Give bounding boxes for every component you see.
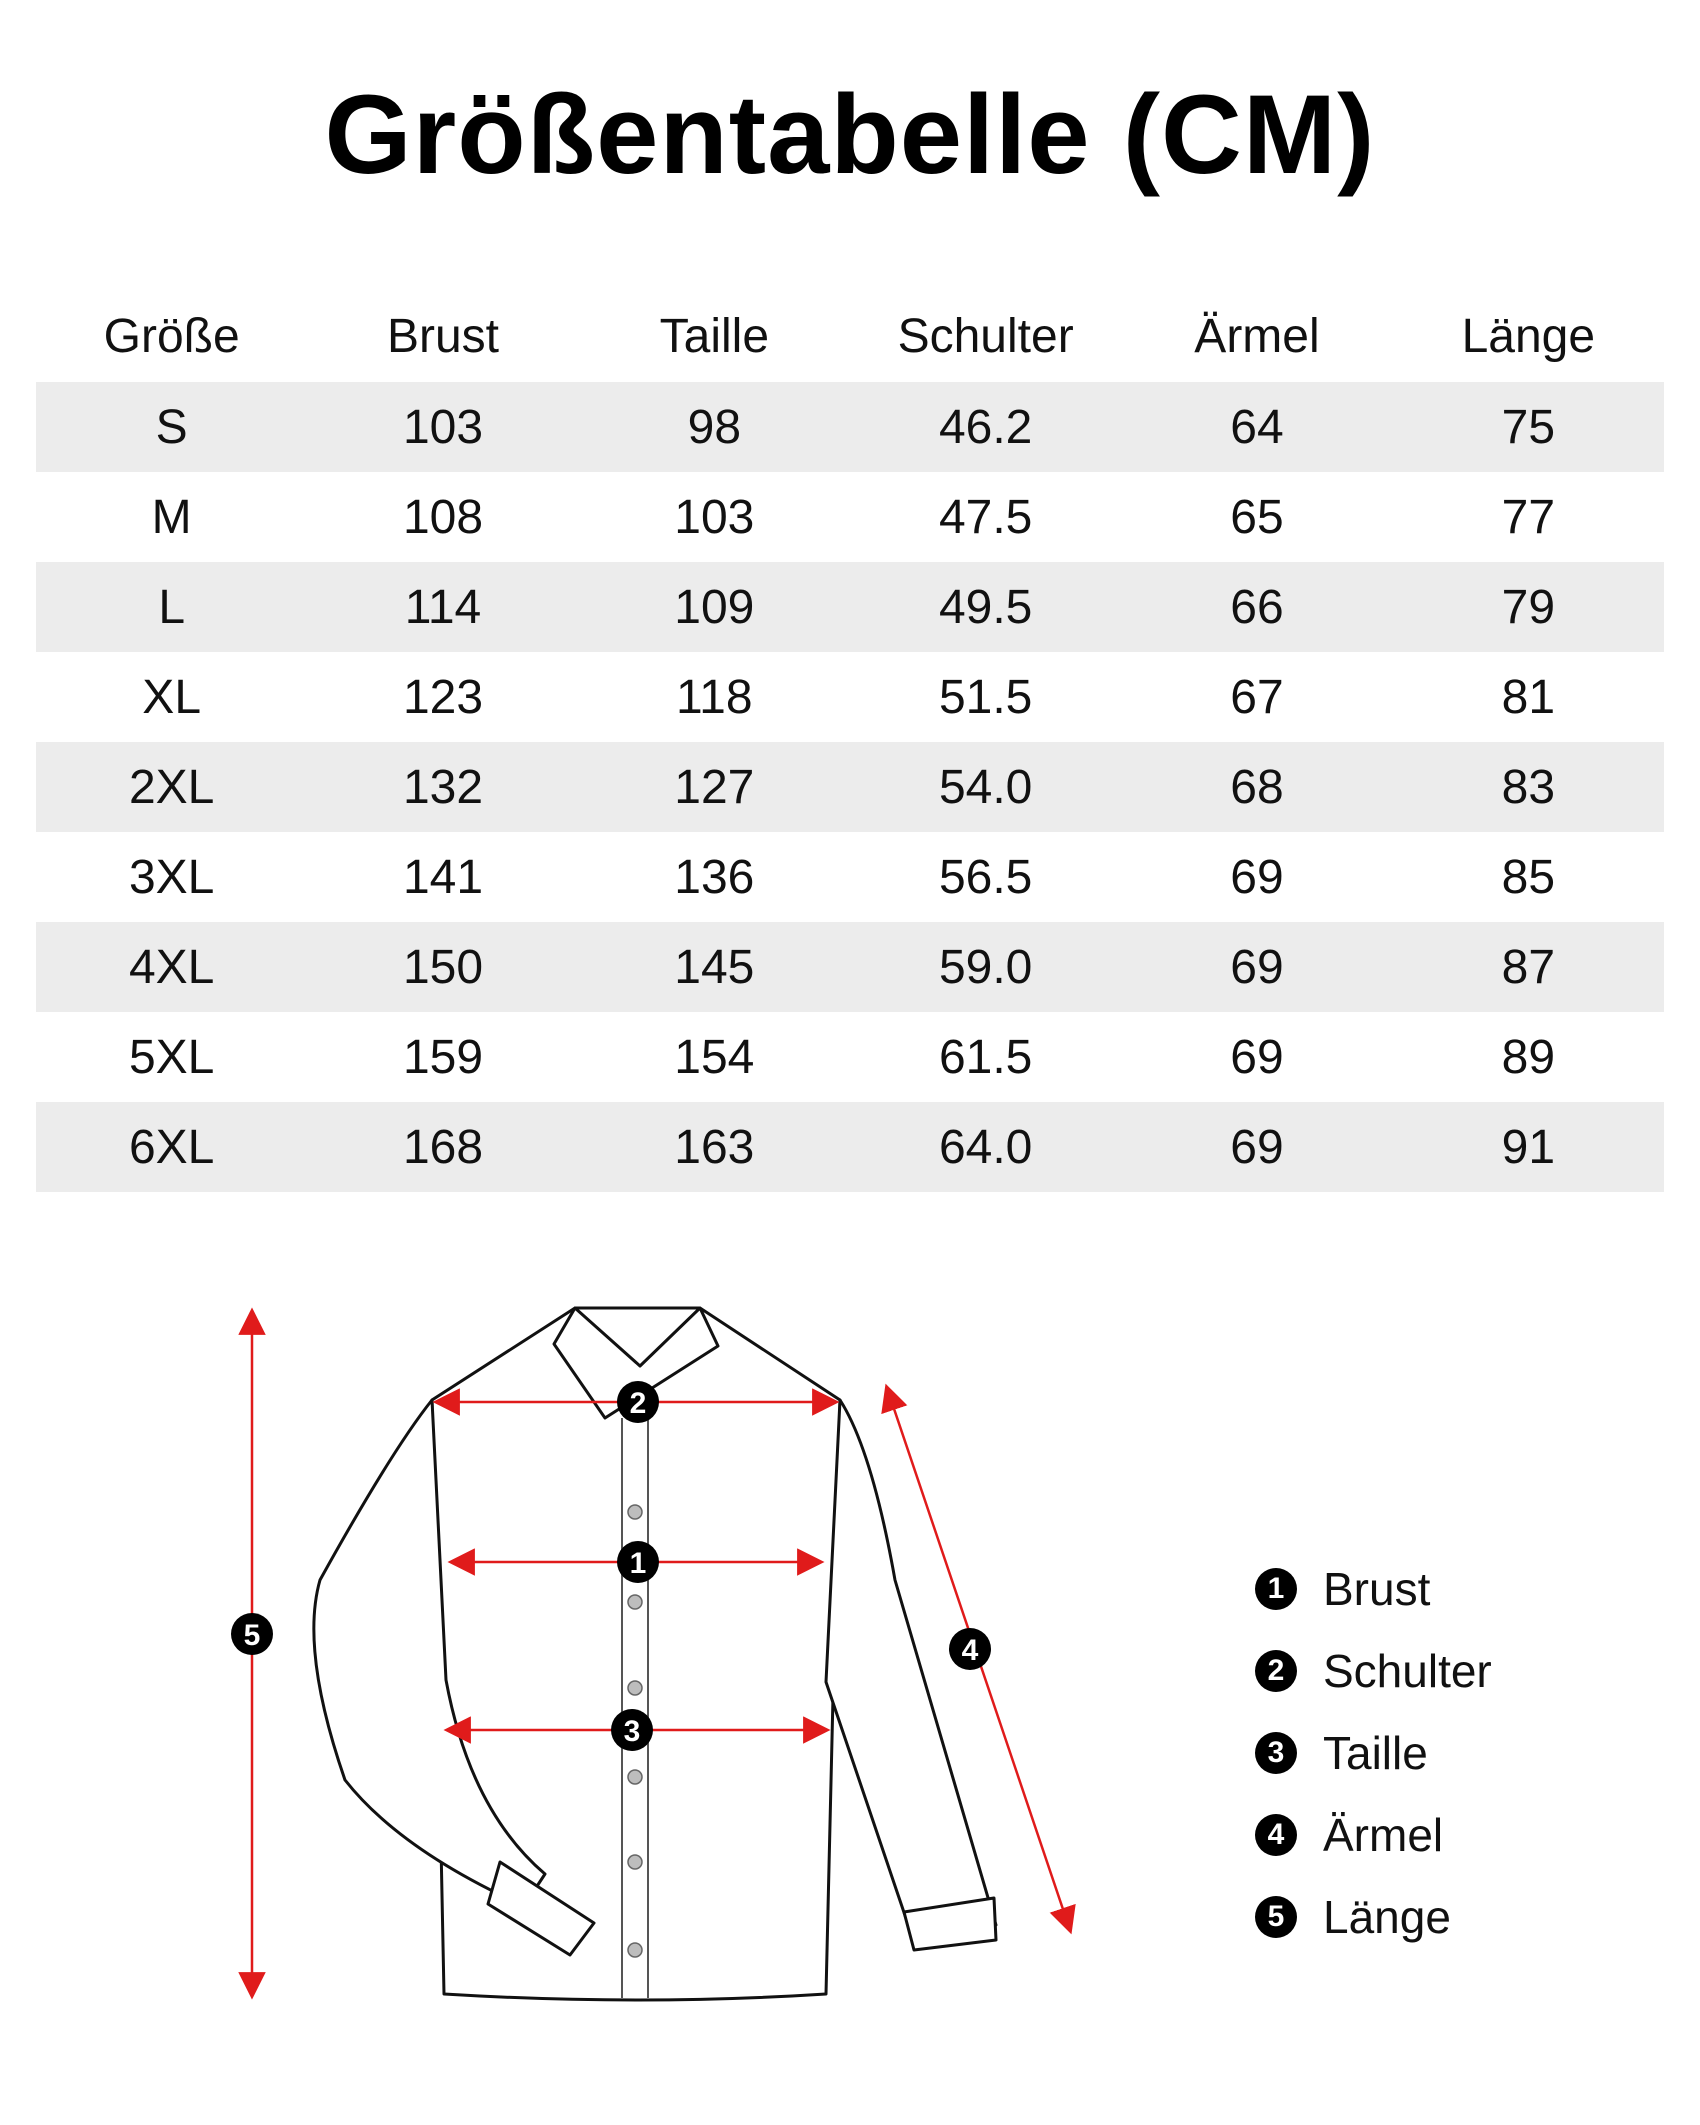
table-cell: 89 (1501, 1030, 1556, 1084)
table-cell: 64 (1121, 382, 1392, 472)
table-cell: 91 (1393, 1102, 1664, 1192)
table-row (36, 382, 1664, 472)
legend-label: Taille (1323, 1727, 1428, 1779)
legend-item-schulter (1255, 1630, 1675, 1712)
table-cell: 75 (1393, 382, 1664, 472)
table-cell: 54.0 (850, 742, 1121, 832)
table-cell: 56.5 (938, 850, 1033, 904)
number-badge-icon: 2 (1255, 1650, 1297, 1692)
header-brust: Brust (386, 309, 499, 363)
table-cell: 51.5 (938, 670, 1033, 724)
table-cell: L (36, 562, 307, 652)
table-cell: M (151, 490, 192, 544)
table-cell: 83 (1393, 742, 1664, 832)
legend-label: Länge (1323, 1891, 1451, 1943)
table-cell: 136 (674, 850, 755, 904)
table-cell: 3XL (128, 850, 215, 904)
header-taille: Taille (659, 309, 770, 363)
table-cell: 49.5 (850, 562, 1121, 652)
table-cell: 168 (307, 1102, 578, 1192)
table-cell: 109 (579, 562, 850, 652)
svg-text:2: 2 (629, 1387, 647, 1420)
table-header-row (36, 290, 1664, 382)
table-cell: 77 (1501, 490, 1556, 544)
legend-label: Schulter (1323, 1645, 1492, 1697)
table-cell: XL (142, 670, 202, 724)
table-cell: 47.5 (938, 490, 1033, 544)
table-cell: 6XL (36, 1102, 307, 1192)
table-cell: 64.0 (850, 1102, 1121, 1192)
header-groesse: Größe (103, 309, 240, 363)
svg-text:5: 5 (243, 1619, 261, 1652)
legend (1255, 1548, 1675, 1958)
header-schulter: Schulter (897, 309, 1074, 363)
table-cell: 46.2 (850, 382, 1121, 472)
header-laenge: Länge (1461, 309, 1596, 363)
table-cell: 69 (1121, 1102, 1392, 1192)
table-row (36, 922, 1664, 1012)
table-cell: 108 (402, 490, 484, 544)
table-cell: 154 (674, 1030, 755, 1084)
number-badge-icon: 5 (1255, 1896, 1297, 1938)
table-cell: 145 (579, 922, 850, 1012)
table-cell: 150 (307, 922, 578, 1012)
table-cell: 2XL (36, 742, 307, 832)
table-cell: 61.5 (938, 1030, 1033, 1084)
table-cell: 103 (307, 382, 578, 472)
svg-text:3: 3 (623, 1715, 641, 1748)
table-row (36, 562, 1664, 652)
table-row (36, 652, 1664, 742)
table-cell: 87 (1393, 922, 1664, 1012)
table-cell: 141 (402, 850, 484, 904)
table-cell: 98 (579, 382, 850, 472)
table-row (36, 472, 1664, 562)
page-title: Größentabelle (CM) (324, 72, 1376, 197)
table-cell: 69 (1230, 1030, 1284, 1084)
size-table (36, 290, 1664, 1192)
number-badge-icon: 3 (1255, 1732, 1297, 1774)
legend-item-aermel (1255, 1794, 1675, 1876)
legend-item-brust (1255, 1548, 1675, 1630)
table-cell: 65 (1230, 490, 1284, 544)
header-aermel: Ärmel (1194, 309, 1320, 363)
table-cell: 81 (1501, 670, 1556, 724)
table-row (36, 742, 1664, 832)
shirt-diagram-icon (0, 1250, 1200, 2030)
table-cell: 85 (1501, 850, 1556, 904)
svg-text:1: 1 (629, 1547, 647, 1580)
table-cell: 67 (1230, 670, 1284, 724)
table-cell: 69 (1230, 850, 1284, 904)
table-cell: S (36, 382, 307, 472)
number-badge-icon: 1 (1255, 1568, 1297, 1610)
table-cell: 4XL (36, 922, 307, 1012)
table-cell: 127 (579, 742, 850, 832)
table-cell: 103 (674, 490, 755, 544)
table-cell: 5XL (128, 1030, 215, 1084)
legend-item-taille (1255, 1712, 1675, 1794)
legend-label: Brust (1323, 1563, 1431, 1615)
table-cell: 118 (676, 670, 753, 724)
table-row (36, 832, 1664, 922)
svg-text:4: 4 (961, 1634, 979, 1667)
table-cell: 59.0 (850, 922, 1121, 1012)
table-row (36, 1012, 1664, 1102)
table-cell: 79 (1393, 562, 1664, 652)
table-row (36, 1102, 1664, 1192)
legend-label: Ärmel (1323, 1809, 1444, 1861)
table-cell: 69 (1121, 922, 1392, 1012)
table-cell: 163 (579, 1102, 850, 1192)
legend-item-laenge (1255, 1876, 1675, 1958)
table-cell: 159 (402, 1030, 484, 1084)
table-cell: 132 (307, 742, 578, 832)
table-cell: 114 (307, 562, 578, 652)
table-cell: 66 (1121, 562, 1392, 652)
table-cell: 123 (402, 670, 484, 724)
number-badge-icon: 4 (1255, 1814, 1297, 1856)
table-cell: 68 (1121, 742, 1392, 832)
